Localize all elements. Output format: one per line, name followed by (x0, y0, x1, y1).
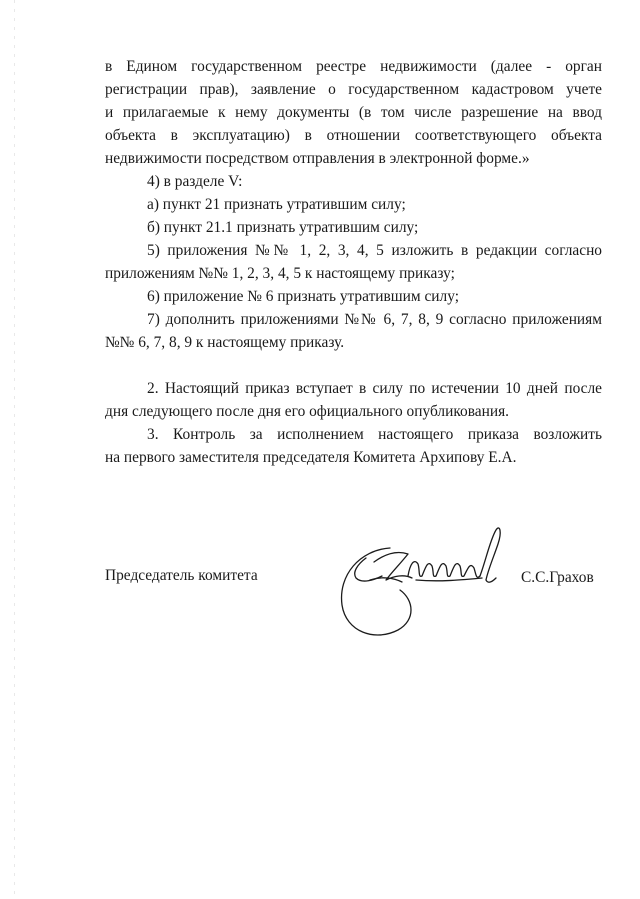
list-item-4a: а) пункт 21 признать утратившим силу; (147, 196, 406, 213)
paragraph-line: №№ 6, 7, 8, 9 к настоящему приказу. (105, 334, 345, 351)
paragraph-line: и прилагаемые к нему документы (в том числе разрешение на ввод (105, 104, 602, 121)
signatory-position: Председатель комитета (105, 567, 258, 584)
paragraph-line: регистрации прав), заявление о государственном кадастровом учете (105, 81, 602, 98)
list-item-7: 7) дополнить приложениями №№ 6, 7, 8, 9 согласно приложениям (147, 311, 602, 328)
paragraph-line: дня следующего после дня его официального опубликования. (105, 403, 510, 420)
scan-binding-edge (14, 0, 15, 899)
paragraph-line: объекта в эксплуатацию) в отношении соответствующего объекта (105, 127, 602, 144)
signatory-name: С.С.Грахов (521, 569, 594, 586)
paragraph-line: приложениям №№ 1, 2, 3, 4, 5 к настоящему приказу; (105, 265, 455, 282)
list-item-4b: б) пункт 21.1 признать утратившим силу; (147, 219, 419, 236)
clause-2: 2. Настоящий приказ вступает в силу по истечении 10 дней после (147, 380, 602, 397)
handwritten-signature (330, 520, 510, 650)
list-item-5: 5) приложения №№ 1, 2, 3, 4, 5 изложить в редакции согласно (147, 242, 602, 259)
paragraph-line: в Едином государственном реестре недвижимости (далее - орган (105, 58, 602, 75)
list-item-6: 6) приложение № 6 признать утратившим силу; (147, 288, 459, 305)
clause-3: 3. Контроль за исполнением настоящего приказа возложить (147, 426, 602, 443)
paragraph-line: недвижимости посредством отправления в электронной форме.» (105, 150, 530, 167)
list-item-4: 4) в разделе V: (147, 173, 243, 190)
paragraph-line: на первого заместителя председателя Комитета Архипову Е.А. (105, 449, 517, 466)
